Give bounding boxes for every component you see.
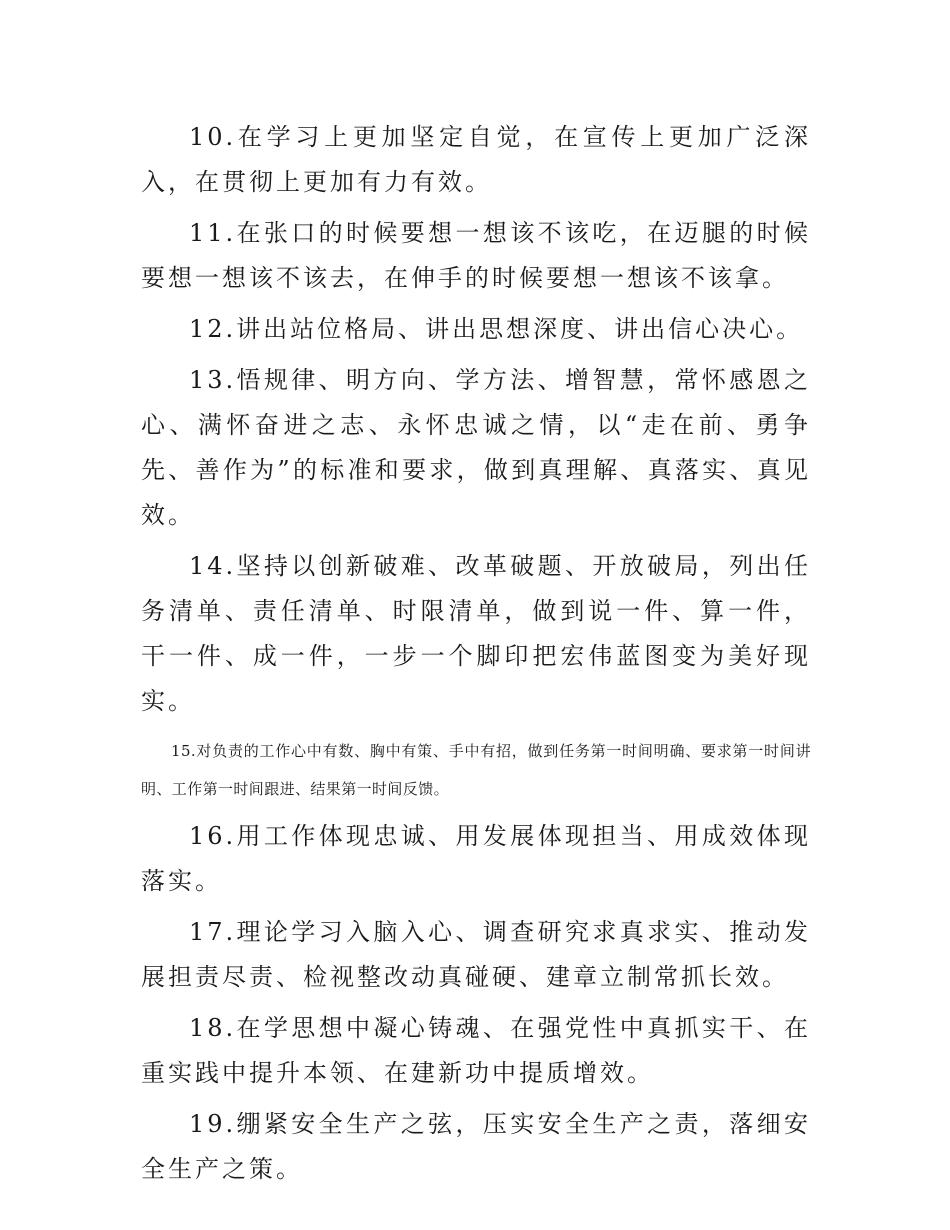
paragraph-14: 14.坚持以创新破难、改革破题、开放破局，列出任务清单、责任清单、时限清单，做到说一件、算一件，干一件、成一件，一步一个脚印把宏伟蓝图变为美好现实。: [141, 552, 811, 715]
paragraph-12: 12.讲出站位格局、讲出思想深度、讲出信心决心。: [189, 315, 804, 343]
paragraph-17: 17.理论学习入脑入心、调查研究求真求实、推动发展担责尽责、检视整改动真碰硬、建章立制常抓长效。: [141, 918, 811, 991]
document-body: [141, 115, 811, 1192]
paragraph-15: 15.对负责的工作心中有数、胸中有策、手中有招，做到任务第一时间明确、要求第一时间讲明、工作第一时间跟进、结果第一时间反馈。: [141, 742, 811, 798]
paragraph-18: 18.在学思想中凝心铸魂、在强党性中真抓实干、在重实践中提升本领、在建新功中提质增效。: [141, 1014, 811, 1087]
paragraph-10: 10.在学习上更加坚定自觉，在宣传上更加广泛深入，在贯彻上更加有力有效。: [141, 123, 811, 196]
paragraph-13: 13.悟规律、明方向、学方法、增智慧，常怀感恩之心、满怀奋进之志、永怀忠诚之情，以“走在前、勇争先、善作为”的标准和要求，做到真理解、真落实、真见效。: [141, 366, 811, 529]
paragraph-16: 16.用工作体现忠诚、用发展体现担当、用成效体现落实。: [141, 822, 811, 895]
paragraph-19: 19.绷紧安全生产之弦，压实安全生产之责，落细安全生产之策。: [141, 1110, 811, 1183]
paragraph-11: 11.在张口的时候要想一想该不该吃，在迈腿的时候要想一想该不该去，在伸手的时候要想一想该不该拿。: [141, 219, 811, 292]
